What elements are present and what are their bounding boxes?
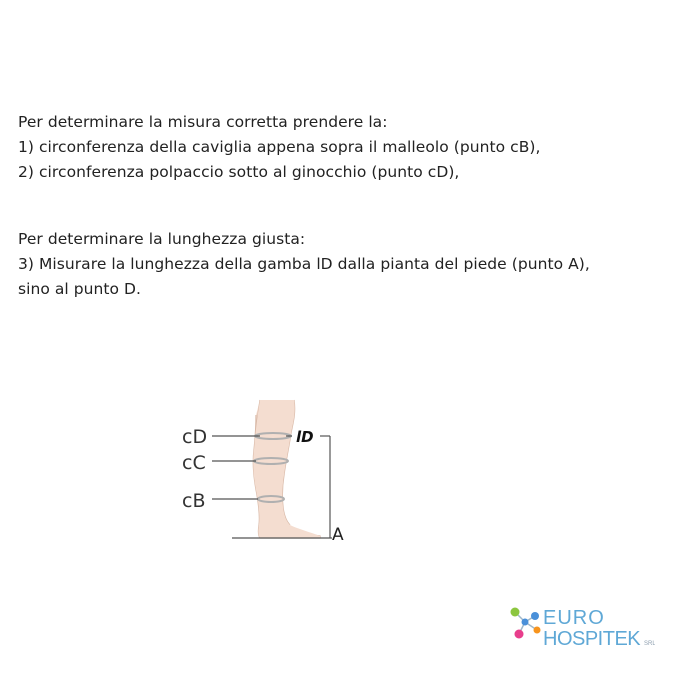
size-step-2: 2) circonferenza polpaccio sotto al ginocchio (punto cD), bbox=[18, 163, 460, 181]
instructions-text bbox=[18, 110, 678, 302]
logo-suffix: SRL bbox=[644, 641, 655, 647]
length-intro: Per determinare la lunghezza giusta: bbox=[18, 230, 306, 248]
label-cB: cB bbox=[182, 490, 206, 512]
leg-measurement-diagram bbox=[170, 395, 370, 555]
eurohospitek-logo bbox=[505, 602, 655, 652]
label-cC: cC bbox=[182, 452, 206, 474]
length-step-3: 3) Misurare la lunghezza della gamba lD dalla pianta del piede (punto A), bbox=[18, 255, 590, 273]
label-cD: cD bbox=[182, 426, 208, 448]
size-step-1: 1) circonferenza della caviglia appena sopra il malleolo (punto cB), bbox=[18, 138, 541, 156]
label-lD: lD bbox=[296, 428, 314, 446]
length-step-3-cont: sino al punto D. bbox=[18, 280, 141, 298]
molecule-icon bbox=[511, 608, 541, 639]
leg-fill bbox=[253, 400, 320, 538]
logo-brand-top: EURO bbox=[543, 607, 605, 629]
size-intro: Per determinare la misura corretta prendere la: bbox=[18, 113, 388, 131]
label-A: A bbox=[332, 525, 344, 545]
logo-brand-bottom: HOSPITEK bbox=[543, 628, 641, 650]
